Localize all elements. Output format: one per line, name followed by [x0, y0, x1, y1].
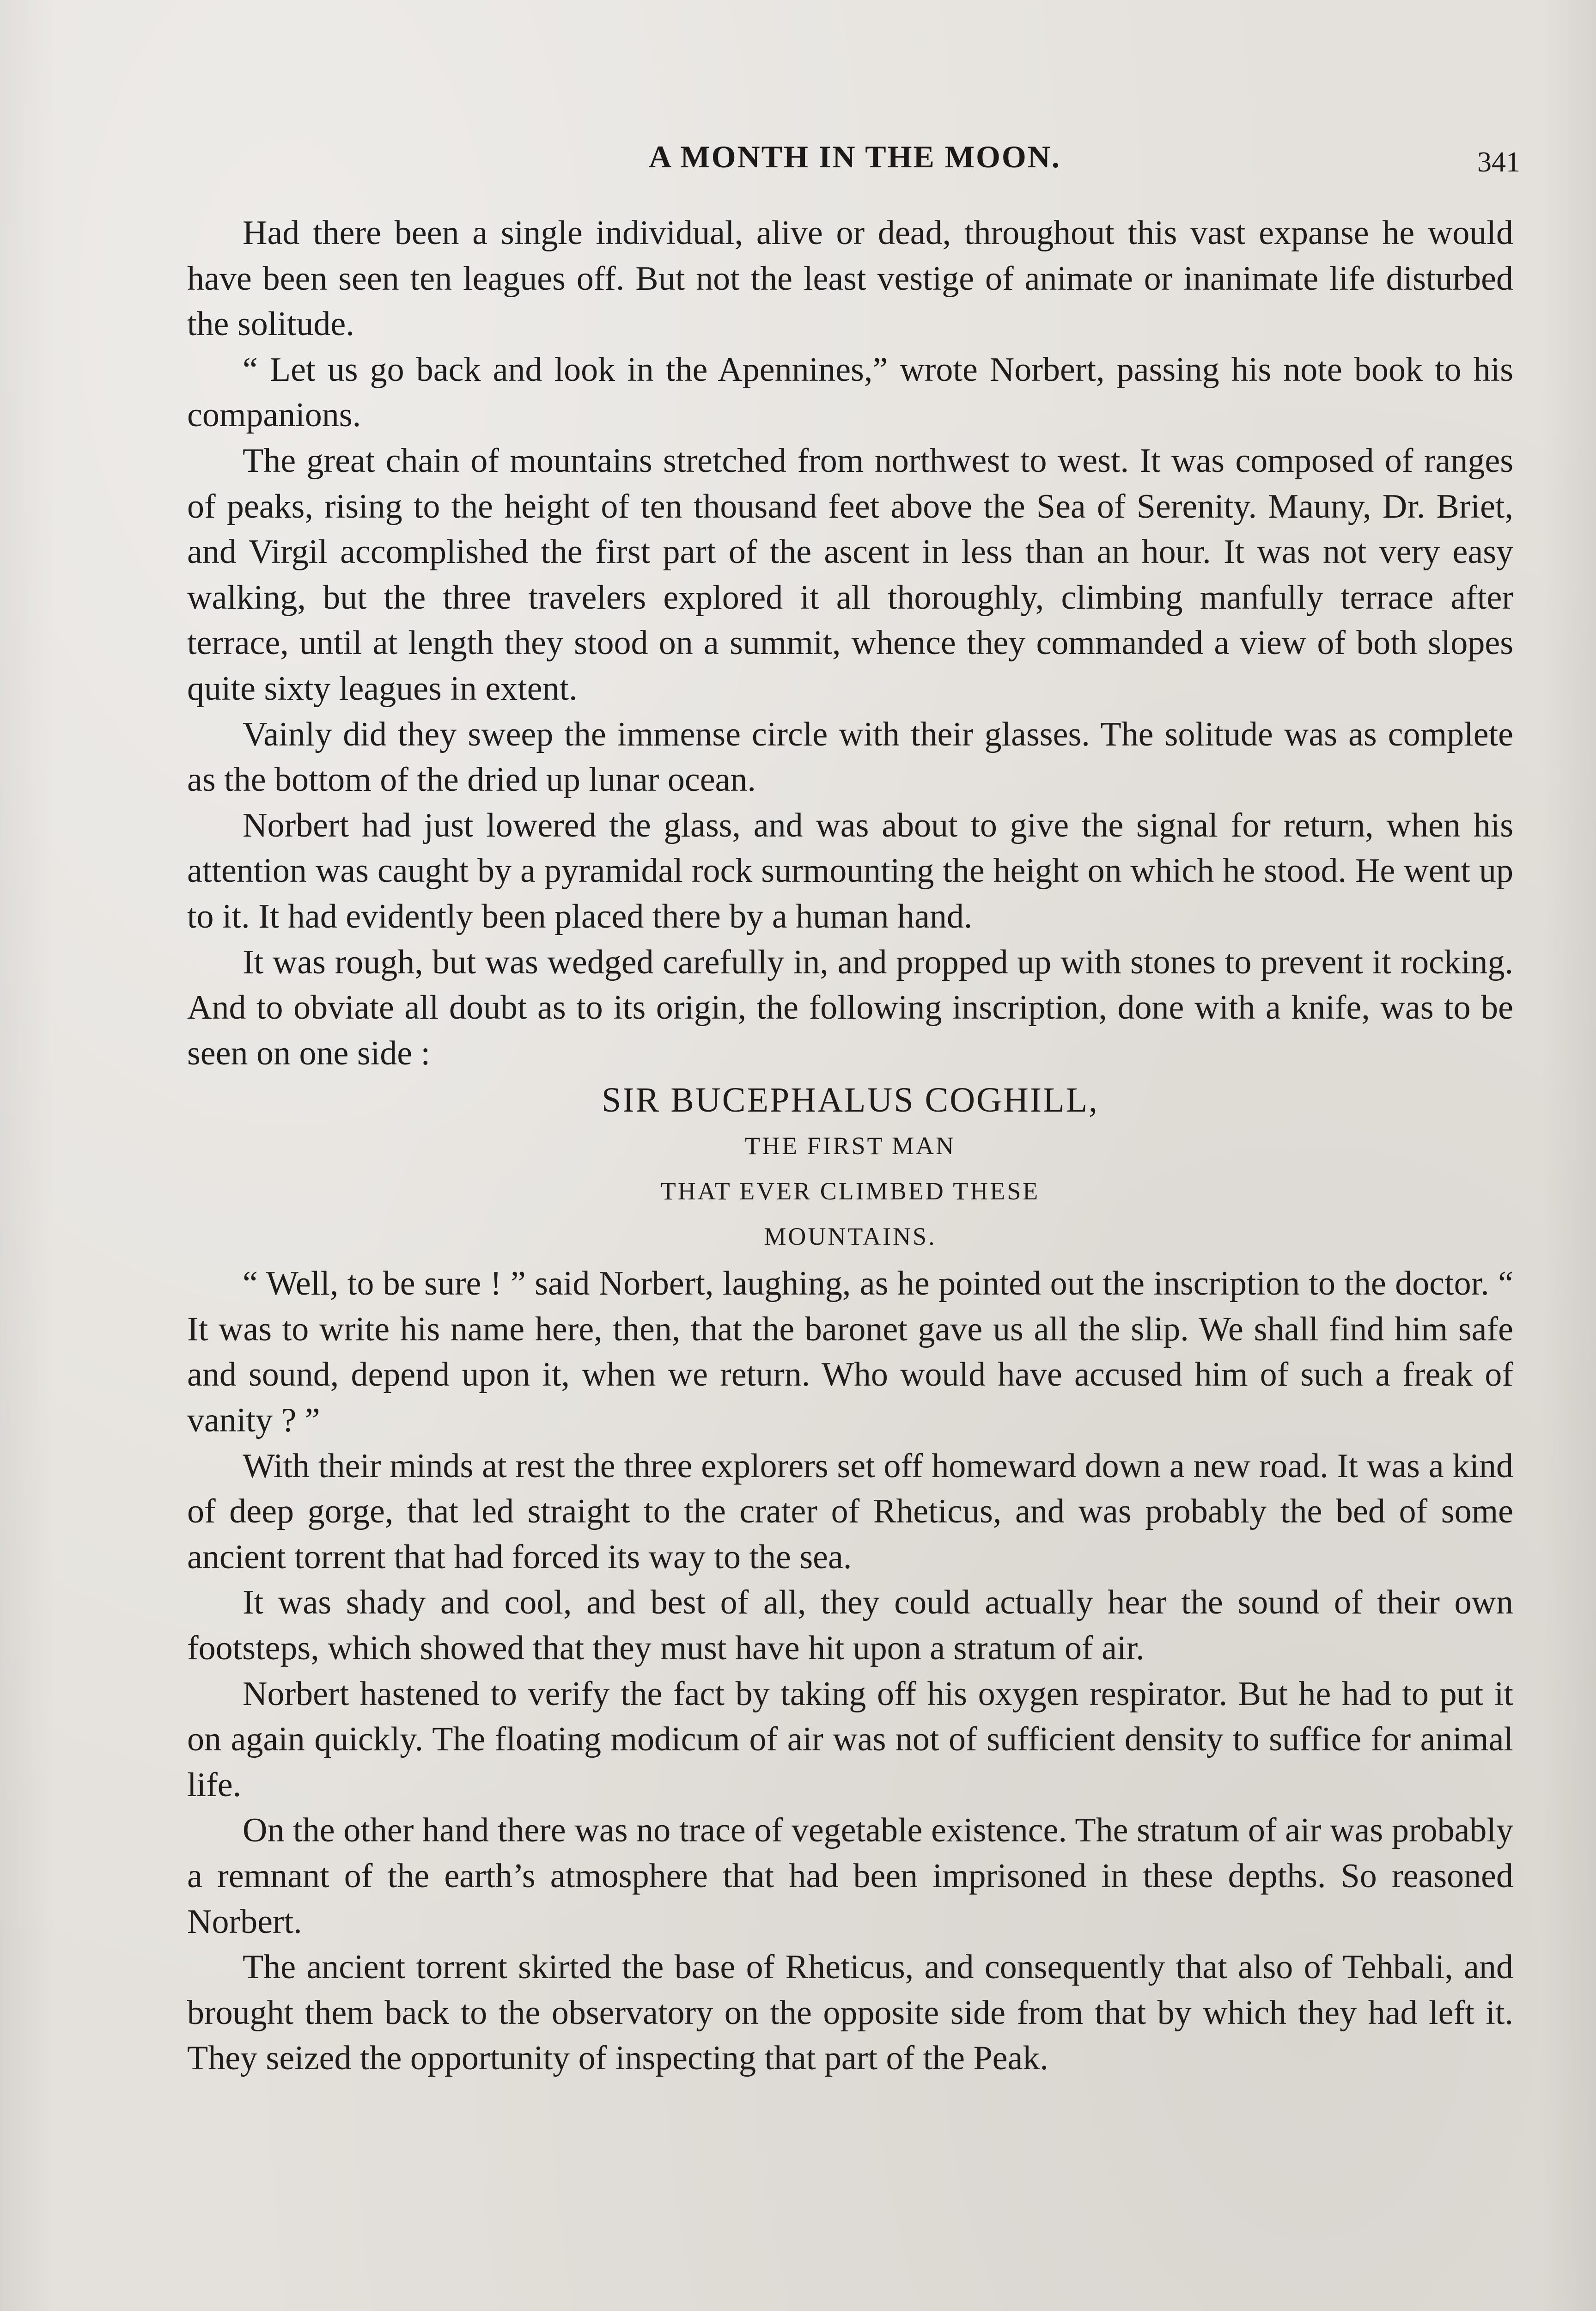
paragraph-6: It was rough, but was wedged carefully in, and propped up with stones to prevent it rocking. And to obviate all doubt as to its origin, the following inscription, done with a knife, was to be seen on one side :	[187, 943, 1513, 1072]
paragraph-12: The ancient torrent skirted the base of Rheticus, and consequently that also of Tehbali, and brought them back to the observatory on the opposite side from that by which they had left it. They seized the opportunity of inspecting that part of the Peak.	[187, 1948, 1513, 2078]
paragraph-1: Had there been a single individual, alive or dead, throughout this vast expanse he would have been seen ten leagues off. But not the least vestige of animate or inanimate life disturbed the solitude.	[187, 214, 1513, 343]
inscription-line-1: SIR BUCEPHALUS COGHILL,	[601, 1081, 1099, 1120]
rock-inscription	[187, 1077, 1513, 1259]
running-title: A MONTH IN THE MOON.	[649, 139, 1061, 174]
paragraph-2: “ Let us go back and look in the Apennines,” wrote Norbert, passing his note book to his companions.	[187, 350, 1513, 434]
inscription-line-4: MOUNTAINS.	[764, 1223, 937, 1251]
paragraph-8: With their minds at rest the three explorers set off homeward down a new road. It was a kind of deep gorge, that led straight to the crater of Rheticus, and was probably the bed of some ancient torrent that had forced its way to the sea.	[187, 1447, 1513, 1576]
paragraph-4: Vainly did they sweep the immense circle with their glasses. The solitude was as complete as the bottom of the dried up lunar ocean.	[187, 715, 1513, 799]
page-number: 341	[1477, 147, 1520, 178]
paragraph-10: Norbert hastened to verify the fact by taking off his oxygen respirator. But he had to put it on again quickly. The floating modicum of air was not of sufficient density to suffice for animal life.	[187, 1675, 1513, 1804]
body-text	[187, 210, 1513, 2081]
paragraph-7: “ Well, to be sure ! ” said Norbert, laughing, as he pointed out the inscription to the doctor. “ It was to write his name here, then, that the baronet gave us all the slip. We shall find him safe and sound, depend upon it, when we return. Who would have accused him of such a freak of vanity ? ”	[187, 1265, 1513, 1440]
inscription-line-2: THE FIRST MAN	[744, 1132, 956, 1160]
paragraph-9: It was shady and cool, and best of all, they could actually hear the sound of their own footsteps, which showed that they must have hit upon a stratum of air.	[187, 1583, 1513, 1668]
inscription-line-3: THAT EVER CLIMBED THESE	[660, 1177, 1040, 1205]
paragraph-5: Norbert had just lowered the glass, and was about to give the signal for return, when his attention was caught by a pyramidal rock surmounting the height on which he stood. He went up to it. It had evidently been placed there by a human hand.	[187, 806, 1513, 935]
paragraph-3: The great chain of mountains stretched from northwest to west. It was composed of ranges of peaks, rising to the height of ten thousand feet above the Sea of Serenity. Mauny, Dr. Briet, and Virgil accomplished the first part of the ascent in less than an hour. It was not very easy walking, but the three travelers explored it all thoroughly, climbing manfully terrace after terrace, until at length they stood on a summit, whence they commanded a view of both slopes quite sixty leagues in extent.	[187, 441, 1513, 708]
paragraph-11: On the other hand there was no trace of vegetable existence. The stratum of air was probably a remnant of the earth’s atmosphere that had been imprisoned in these depths. So reasoned Norbert.	[187, 1811, 1513, 1941]
